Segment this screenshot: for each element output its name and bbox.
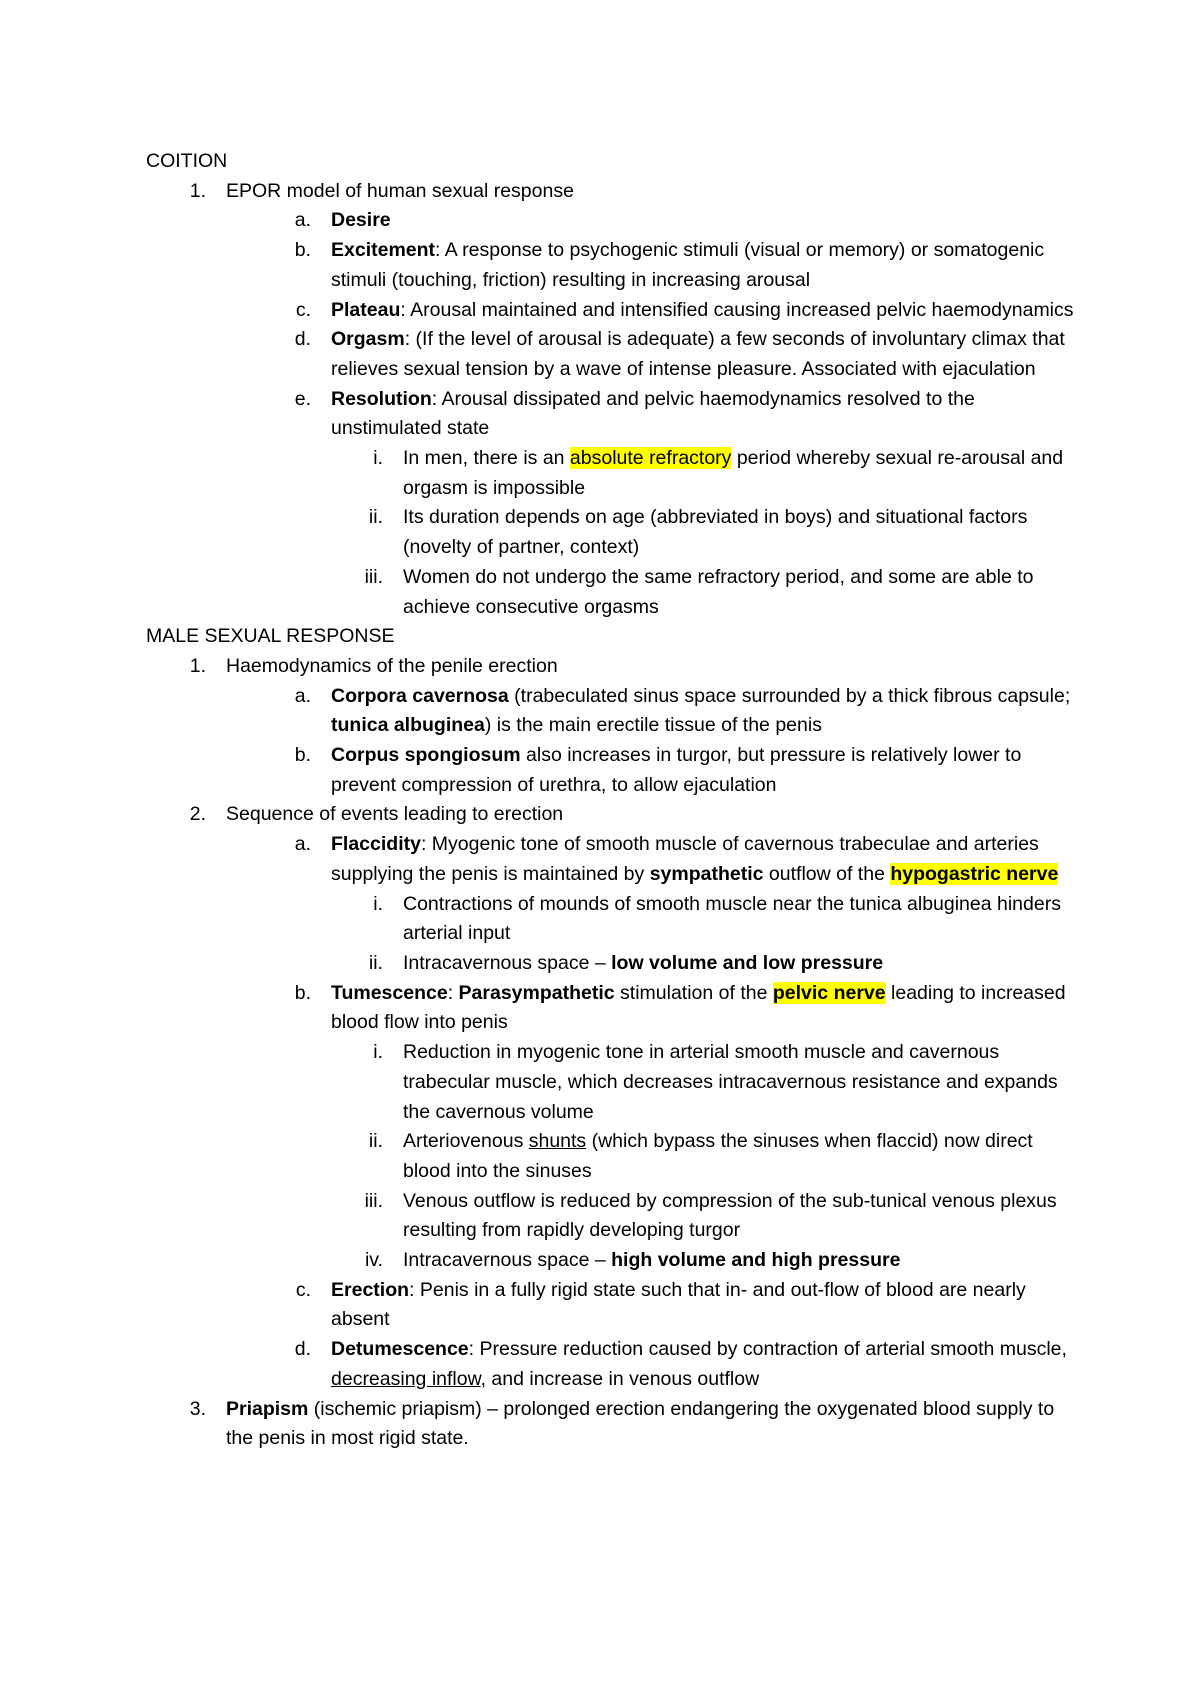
section-heading: MALE SEXUAL RESPONSE [146, 625, 395, 648]
text-run: Intracavernous space – [403, 951, 612, 974]
bold-term: Flaccidity [331, 833, 421, 856]
bold-term: Tumescence [331, 981, 448, 1004]
list-item-text [403, 1038, 1076, 1127]
bold-term: Priapism [226, 1397, 309, 1420]
list-item-level-1 [146, 800, 1076, 830]
bold-term: Plateau [331, 298, 401, 321]
list-marker: b. [294, 239, 311, 262]
text-run: : Arousal maintained and intensified causing increased pelvic haemodynamics [400, 298, 1074, 321]
bold-term: Desire [331, 209, 391, 232]
text-run: outflow of the [763, 862, 891, 885]
text-run: (which bypass the sinuses when flaccid) now direct blood into the sinuses [403, 1130, 1033, 1182]
list-item-text [403, 563, 1076, 622]
list-marker: iv. [364, 1249, 383, 1272]
list-marker: d. [294, 1338, 311, 1361]
list-item-text [226, 1395, 1066, 1454]
list-marker: b. [294, 744, 311, 767]
text-run: Contractions of mounds of smooth muscle near the tunica albuginea hinders arterial input [403, 892, 1061, 945]
list-item-text [403, 1246, 1076, 1276]
text-run: : Pressure reduction caused by contraction of arterial smooth muscle, [468, 1338, 1067, 1361]
list-item-text [331, 1335, 1076, 1394]
list-marker: i. [373, 447, 383, 470]
list-item-level-2 [146, 741, 1076, 800]
list-item-text [331, 296, 1076, 326]
list-item-level-1 [146, 652, 1076, 682]
list-marker: a. [294, 684, 311, 707]
list-item-text [331, 325, 1076, 384]
bold-term: Orgasm [331, 328, 405, 351]
list-item-level-2 [146, 236, 1076, 295]
list-marker: a. [294, 833, 311, 856]
text-run: : Arousal dissipated and pelvic haemodynamics resolved to the unstimulated state [331, 387, 975, 440]
list-marker: 1. [189, 179, 206, 202]
text-run: , and increase in venous outflow [480, 1367, 760, 1390]
list-marker: c. [295, 298, 311, 321]
text-run: : A response to psychogenic stimuli (visual or memory) or somatogenic stimuli (touching, friction) resulting in increasing arousal [331, 239, 1045, 291]
bold-term: Parasympathetic [458, 981, 615, 1004]
list-item-level-3 [146, 1246, 1076, 1276]
list-item-text [403, 444, 1076, 503]
list-item-text [331, 979, 1076, 1038]
list-marker: d. [294, 328, 311, 351]
list-item-text [331, 206, 1076, 236]
list-marker: 1. [189, 654, 206, 677]
text-run: : (If the level of arousal is adequate) a few seconds of involuntary climax that relieves sexual tension by a wave of intense pleasure. Associated with ejaculation [331, 328, 1065, 380]
bold-term: tunica albuginea [331, 714, 485, 737]
text-run: stimulation of the [614, 981, 773, 1004]
bold-term: Excitement [331, 239, 436, 262]
list-item-level-2 [146, 385, 1076, 444]
text-run: ) is the main erectile tissue of the penis [484, 714, 822, 737]
list-marker: ii. [368, 1130, 383, 1153]
list-item-text [403, 1127, 1076, 1186]
list-item-text [226, 177, 1066, 207]
list-item-text [331, 1276, 1076, 1335]
highlighted-text: pelvic nerve [772, 981, 886, 1004]
bold-term: Resolution [331, 387, 432, 410]
list-item-text [226, 800, 1066, 830]
underlined-text: shunts [528, 1130, 587, 1153]
bold-term: low volume and low pressure [611, 951, 884, 974]
text-run: period whereby sexual re-arousal and orgasm is impossible [403, 447, 1064, 499]
bold-term: Erection [331, 1278, 410, 1301]
text-run: Sequence of events leading to erection [226, 803, 564, 826]
list-marker: ii. [368, 951, 383, 974]
text-run: Intracavernous space – [403, 1249, 612, 1272]
list-item-level-3 [146, 949, 1076, 979]
bold-term: Corpus spongiosum [331, 744, 521, 767]
list-marker: c. [295, 1278, 311, 1301]
text-run: also increases in turgor, but pressure is relatively lower to prevent compression of urethra, to allow ejaculation [331, 744, 1022, 796]
text-run: Haemodynamics of the penile erection [226, 654, 558, 677]
text-run: : Myogenic tone of smooth muscle of cavernous trabeculae and arteries supplying the penis is maintained by [331, 833, 1039, 885]
list-marker: a. [294, 209, 311, 232]
list-marker: iii. [364, 565, 383, 588]
list-item-text [403, 949, 1076, 979]
list-item-level-1 [146, 177, 1076, 207]
list-item-level-3 [146, 563, 1076, 622]
section-heading: COITION [146, 150, 228, 172]
list-item-text [331, 741, 1076, 800]
text-run: : Penis in a fully rigid state such that in- and out-flow of blood are nearly absent [331, 1278, 1026, 1331]
text-run: Arteriovenous [403, 1130, 529, 1153]
bold-term: Detumescence [331, 1338, 469, 1361]
list-item-level-3 [146, 444, 1076, 503]
list-item-level-3 [146, 503, 1076, 562]
list-marker: e. [294, 387, 311, 410]
bold-term: Corpora cavernosa [331, 684, 509, 707]
document-body [146, 147, 1076, 1454]
list-item-level-2 [146, 296, 1076, 326]
list-item-text [331, 236, 1076, 295]
list-item-level-2 [146, 1335, 1076, 1394]
list-item-level-3 [146, 1127, 1076, 1186]
text-run: (ischemic priapism) – prolonged erection endangering the oxygenated blood supply to the penis in most rigid state. [226, 1397, 1055, 1450]
list-item-level-2 [146, 830, 1076, 889]
highlighted-text: absolute refractory [569, 447, 732, 470]
text-run: (trabeculated sinus space surrounded by a thick fibrous capsule; [508, 684, 1071, 707]
list-marker: b. [294, 981, 311, 1004]
list-item-level-3 [146, 890, 1076, 949]
text-run: In men, there is an [403, 447, 570, 470]
list-item-level-2 [146, 325, 1076, 384]
text-run: Venous outflow is reduced by compression of the sub-tunical venous plexus resulting from rapidly developing turgor [403, 1189, 1057, 1242]
list-marker: i. [373, 892, 383, 915]
list-marker: 3. [189, 1397, 206, 1420]
bold-term: sympathetic [649, 862, 764, 885]
text-run: Its duration depends on age (abbreviated in boys) and situational factors (novelty of partner, context) [403, 506, 1028, 559]
underlined-text: decreasing inflow [331, 1367, 481, 1390]
list-item-level-2 [146, 206, 1076, 236]
text-run: : [447, 981, 459, 1004]
text-run: EPOR model of human sexual response [226, 179, 574, 202]
list-marker: ii. [368, 506, 383, 529]
highlighted-text: hypogastric nerve [890, 862, 1059, 885]
list-marker: iii. [364, 1189, 383, 1212]
list-item-level-1 [146, 1395, 1076, 1454]
list-item-text [331, 830, 1076, 889]
text-run: Women do not undergo the same refractory period, and some are able to achieve consecutive orgasms [403, 565, 1034, 618]
bold-term: high volume and high pressure [611, 1249, 901, 1272]
list-item-text [403, 503, 1076, 562]
list-item-text [403, 1187, 1076, 1246]
text-run: leading to increased blood flow into penis [331, 981, 1066, 1034]
list-item-text [331, 682, 1076, 741]
list-item-text [226, 652, 1066, 682]
list-item-level-2 [146, 979, 1076, 1038]
list-item-level-2 [146, 682, 1076, 741]
list-marker: i. [373, 1041, 383, 1064]
text-run: Reduction in myogenic tone in arterial smooth muscle and cavernous trabecular muscle, which decreases intracavernous resistance and expands the cavernous volume [403, 1041, 1058, 1123]
list-item-level-3 [146, 1187, 1076, 1246]
list-marker: 2. [189, 803, 206, 826]
list-item-level-3 [146, 1038, 1076, 1127]
list-item-text [403, 890, 1076, 949]
list-item-text [331, 385, 1076, 444]
list-item-level-2 [146, 1276, 1076, 1335]
